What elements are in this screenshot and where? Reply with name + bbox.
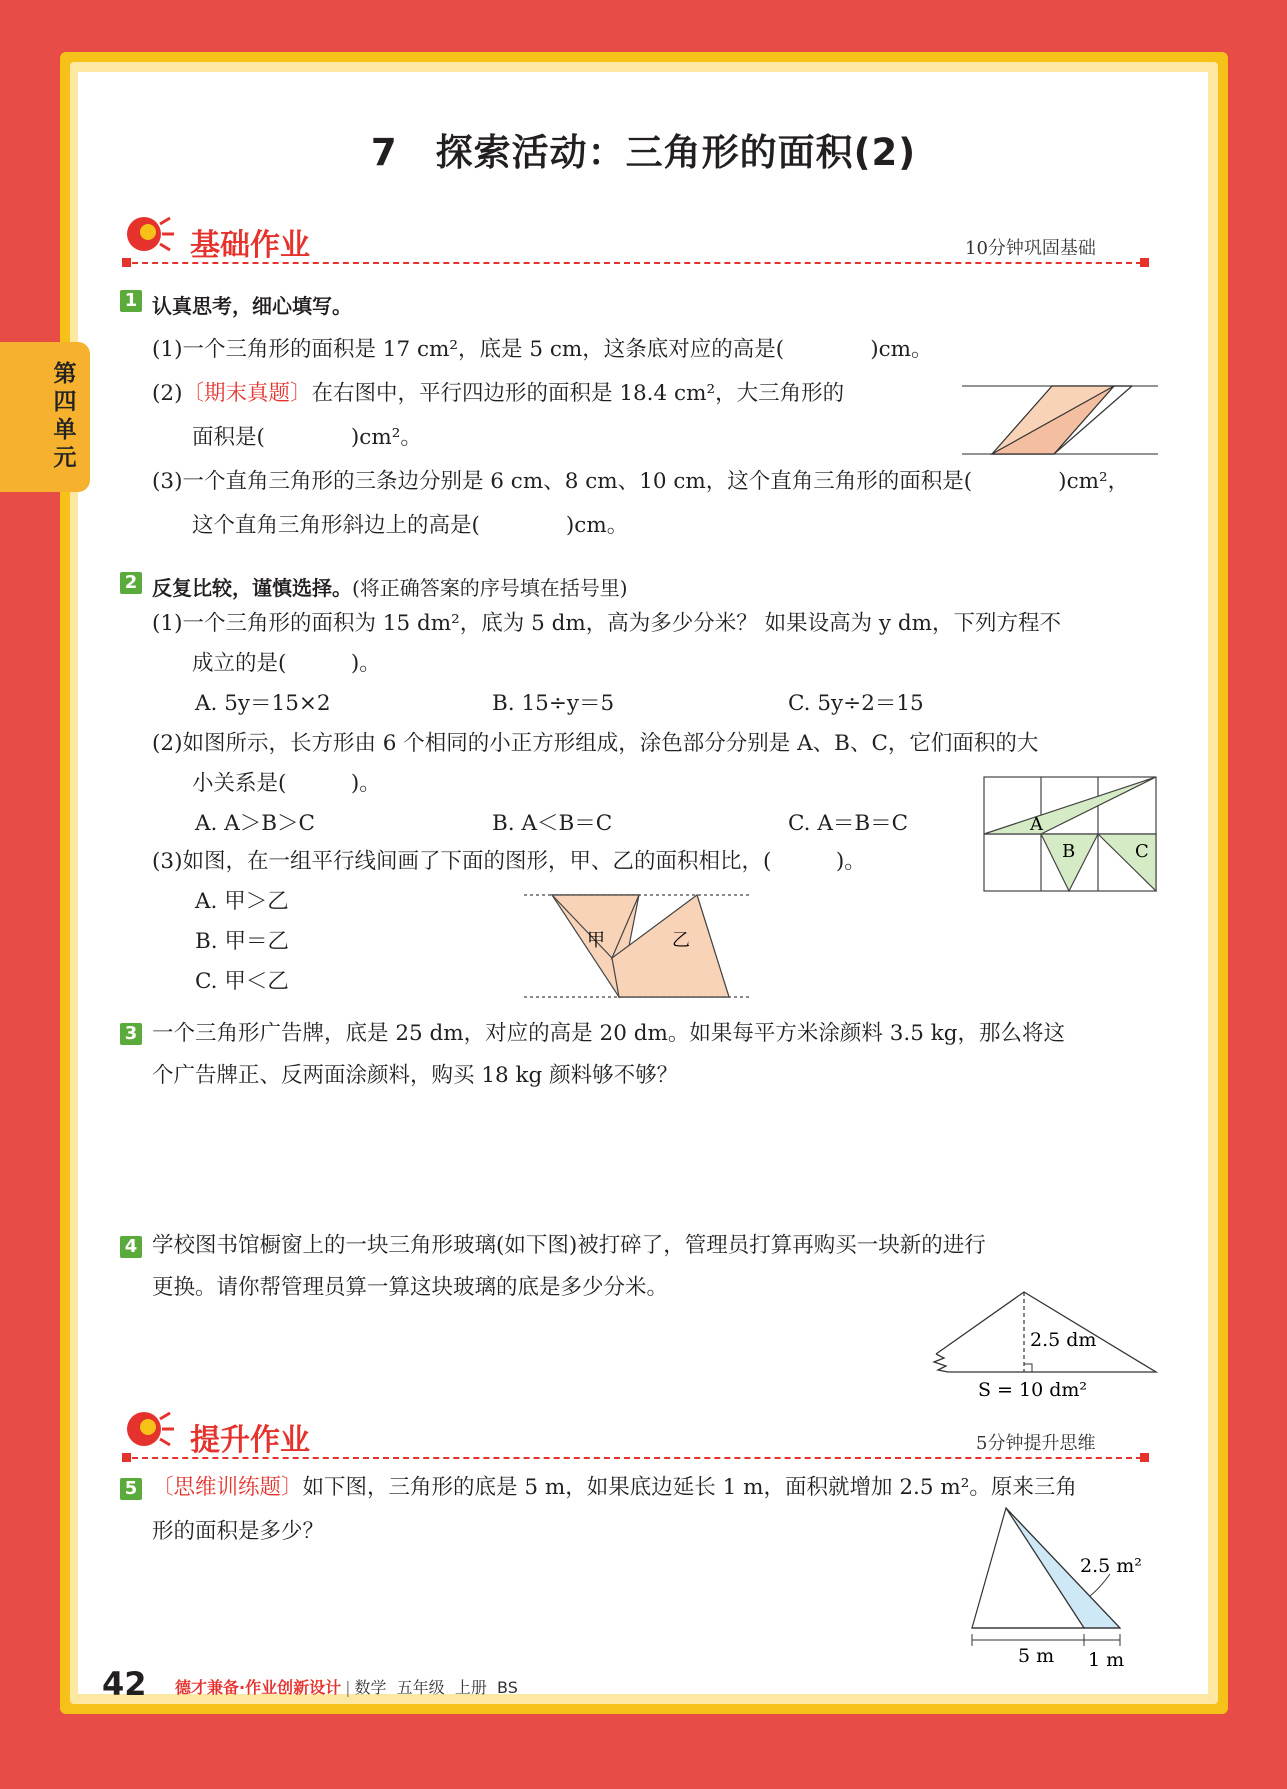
question-2-part-3-line-1: (3)如图，在一组平行线间画了下面的图形，甲、乙的面积相比，( )。 — [152, 849, 866, 874]
question-3-line-2: 个广告牌正、反两面涂颜料，购买 18 kg 颜料够不够？ — [152, 1063, 679, 1088]
label-b: B — [1062, 841, 1076, 862]
squares-grid-figure — [982, 775, 1158, 893]
option-2-1-a: A. 5y＝15×2 — [195, 691, 331, 716]
footer-info — [175, 1675, 518, 1698]
question-2-part-1-line-2: 成立的是( )。 — [192, 651, 381, 676]
added-area-label: 2.5 m² — [1080, 1555, 1142, 1577]
height-label: 2.5 dm — [1030, 1329, 1097, 1351]
question-2-part-2-line-2: 小关系是( )。 — [192, 771, 381, 796]
area-label: S = 10 dm² — [978, 1379, 1088, 1401]
thinking-tag: 〔思维训练题〕 — [152, 1475, 303, 1500]
question-1-heading: 认真思考，细心填写。 — [152, 294, 352, 318]
question-5-line-2: 形的面积是多少？ — [152, 1519, 325, 1544]
parallelogram-figure — [960, 380, 1160, 460]
footer-separator: | — [345, 1678, 351, 1697]
unit-side-tab-label: 第四单元 — [53, 361, 77, 471]
question-5-line-1-text: 如下图，三角形的底是 5 m，如果底边延长 1 m，面积就增加 2.5 m²。原来三角 — [302, 1475, 1077, 1500]
question-number-3: 3 — [120, 1023, 142, 1045]
parallel-lines-figure — [522, 888, 754, 1004]
base-label: 5 m — [1018, 1645, 1055, 1667]
footer-grade: 五年级 — [396, 1678, 445, 1697]
divider-end-left — [122, 258, 131, 267]
question-1-part-3-line-1: (3)一个直角三角形的三条边分别是 6 cm、8 cm、10 cm，这个直角三角形的面积是( )cm²， — [152, 469, 1130, 494]
question-1-part-1: (1)一个三角形的面积是 17 cm²，底是 5 cm，这条底对应的高是( )cm。 — [152, 337, 933, 362]
question-number-5: 5 — [120, 1478, 142, 1500]
lightbulb-icon — [118, 210, 178, 258]
lightbulb-icon — [118, 1405, 178, 1453]
label-a: A — [1030, 814, 1043, 835]
question-1-part-2-prefix: (2) — [152, 381, 183, 406]
footer-volume: 上册 — [454, 1678, 487, 1697]
question-2-heading-note: (将正确答案的序号填在括号里) — [352, 576, 628, 600]
section-basic-divider — [122, 262, 1142, 264]
option-2-3-a: A. 甲＞乙 — [195, 889, 289, 914]
question-number-2: 2 — [120, 572, 142, 594]
section-advanced-divider — [122, 1457, 1142, 1459]
option-2-2-a: A. A＞B＞C — [195, 811, 315, 836]
question-4-line-2: 更换。请你帮管理员算一算这块玻璃的底是多少分米。 — [152, 1275, 669, 1300]
section-basic-note: 10分钟巩固基础 — [965, 238, 1096, 259]
question-5-line-1 — [152, 1476, 1077, 1500]
option-2-2-b: B. A＜B＝C — [492, 811, 613, 836]
question-1-part-2-text: 在右图中，平行四边形的面积是 18.4 cm²，大三角形的 — [311, 381, 845, 406]
divider-end-left — [122, 1453, 131, 1462]
option-2-2-c: C. A＝B＝C — [788, 811, 909, 836]
footer-edition: BS — [497, 1678, 518, 1697]
label-yi: 乙 — [672, 930, 690, 951]
question-2-heading-text: 反复比较，谨慎选择。 — [152, 576, 352, 600]
option-2-1-c: C. 5y÷2＝15 — [788, 691, 924, 716]
footer-subject: 数学 — [354, 1678, 387, 1697]
exam-tag: 〔期末真题〕 — [182, 381, 312, 406]
page-number: 42 — [102, 1665, 147, 1703]
footer-brand: 德才兼备·作业创新设计 — [175, 1678, 342, 1697]
section-advanced-note: 5分钟提升思维 — [976, 1433, 1096, 1454]
extension-label: 1 m — [1088, 1649, 1125, 1670]
option-2-3-b: B. 甲＝乙 — [195, 929, 289, 954]
question-1-part-2-line-2: 面积是( )cm²。 — [192, 425, 422, 450]
divider-end-right — [1140, 1453, 1149, 1462]
question-2-part-2-line-1: (2)如图所示，长方形由 6 个相同的小正方形组成，涂色部分分别是 A、B、C，它们面积的大 — [152, 731, 1039, 756]
question-2-part-1-line-1: (1)一个三角形的面积为 15 dm²，底为 5 dm，高为多少分米？ 如果设高为 y dm，下列方程不 — [152, 611, 1062, 636]
question-3-line-1: 一个三角形广告牌，底是 25 dm，对应的高是 20 dm。如果每平方米涂颜料 3.5 kg，那么将这 — [152, 1021, 1066, 1046]
question-2-heading — [152, 572, 628, 601]
page-title: 7 探索活动：三角形的面积(2) — [370, 131, 917, 174]
divider-end-right — [1140, 258, 1149, 267]
question-1-part-3-line-2: 这个直角三角形斜边上的高是( )cm。 — [192, 513, 629, 538]
option-2-1-b: B. 15÷y＝5 — [492, 691, 615, 716]
section-advanced-title: 提升作业 — [190, 1423, 310, 1458]
extended-triangle-figure — [960, 1500, 1160, 1670]
option-2-3-c: C. 甲＜乙 — [195, 969, 289, 994]
section-basic-title: 基础作业 — [190, 228, 310, 263]
question-1-part-2 — [152, 382, 844, 406]
broken-glass-figure — [920, 1286, 1160, 1402]
question-4-line-1: 学校图书馆橱窗上的一块三角形玻璃(如下图)被打碎了，管理员打算再购买一块新的进行 — [152, 1233, 986, 1258]
question-number-4: 4 — [120, 1236, 142, 1258]
question-number-1: 1 — [120, 290, 142, 312]
label-jia: 甲 — [587, 930, 605, 951]
label-c: C — [1135, 841, 1149, 862]
